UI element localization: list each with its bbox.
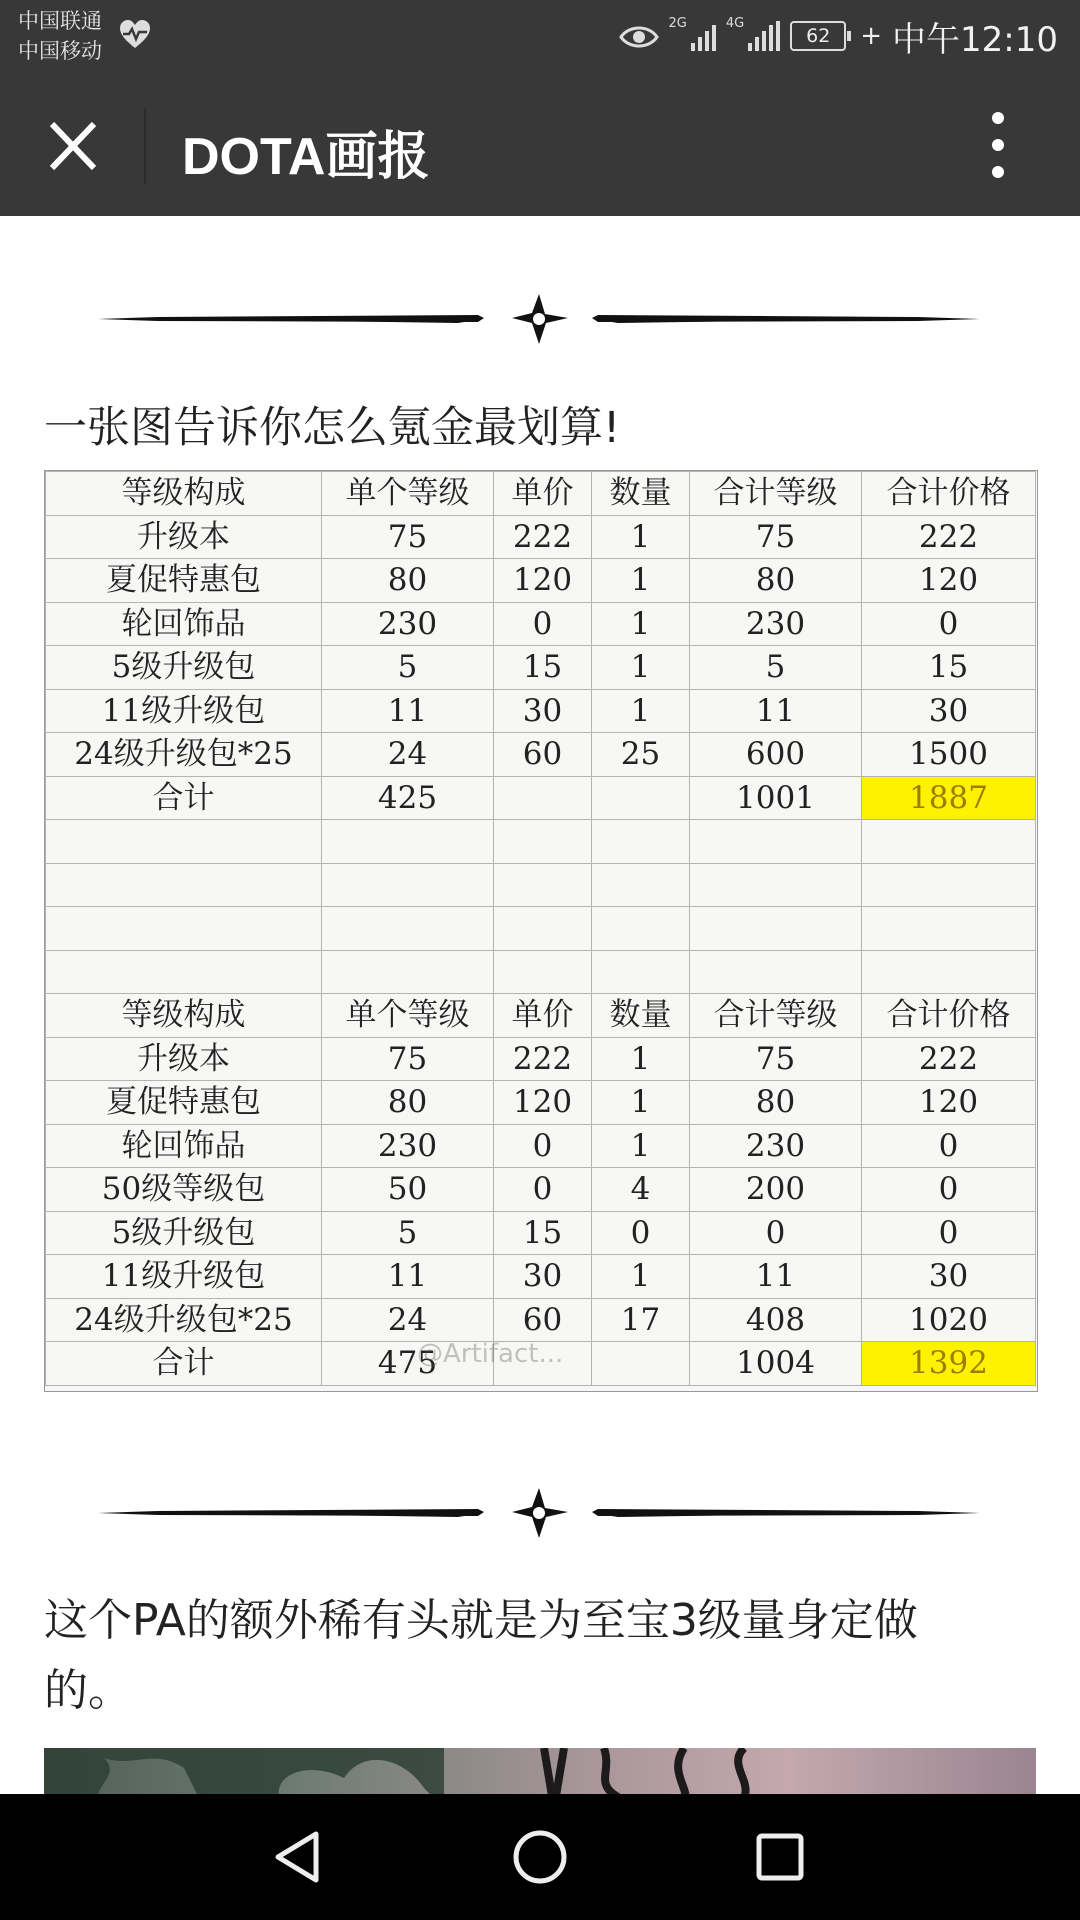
table-cell: 0 <box>494 1168 592 1212</box>
ornament-divider-bottom <box>98 1476 980 1546</box>
table-row <box>46 602 1036 646</box>
ornament-divider-top <box>98 282 980 352</box>
table-cell: 单价 <box>494 472 592 516</box>
table-cell: 4 <box>592 1168 690 1212</box>
table-cell: 1500 <box>862 733 1036 777</box>
table-cell: 30 <box>862 1255 1036 1299</box>
article-content[interactable] <box>0 216 1080 1794</box>
table-cell: 600 <box>690 733 862 777</box>
table-cell: 夏促特惠包 <box>46 1081 322 1125</box>
table-cell: 24级升级包*25 <box>46 733 322 777</box>
article-paragraph: 这个PA的额外稀有头就是为至宝3级量身定做的。 <box>44 1595 918 1716</box>
table-cell: 11级升级包 <box>46 689 322 733</box>
table-cell <box>690 950 862 994</box>
table-cell <box>592 950 690 994</box>
table-cell <box>862 863 1036 907</box>
table-row <box>46 1298 1036 1342</box>
table-cell: 1001 <box>690 776 862 820</box>
table-row <box>46 1081 1036 1125</box>
table-cell: 合计价格 <box>862 994 1036 1038</box>
table-header-row <box>46 472 1036 516</box>
table-cell: 11 <box>690 1255 862 1299</box>
table-cell <box>494 907 592 951</box>
table-cell: 80 <box>690 559 862 603</box>
table-cell: 11 <box>322 1255 494 1299</box>
table-cell: 合计 <box>46 1342 322 1386</box>
table-cell: 0 <box>690 1211 862 1255</box>
table-cell <box>322 907 494 951</box>
table-cell: 1 <box>592 515 690 559</box>
heart-rate-icon <box>118 18 152 52</box>
signal-2g-icon <box>691 21 716 51</box>
table-cell: 24 <box>322 733 494 777</box>
table-row <box>46 1211 1036 1255</box>
article-heading: 一张图告诉你怎么氪金最划算! <box>44 403 621 453</box>
carrier-1: 中国联通 <box>18 9 102 33</box>
table-cell <box>592 863 690 907</box>
table-cell: 75 <box>690 1037 862 1081</box>
table-cell <box>322 950 494 994</box>
table-cell: 5级升级包 <box>46 646 322 690</box>
battery-indicator: 62 <box>790 21 846 51</box>
table-empty-row <box>46 950 1036 994</box>
table-cell: 1 <box>592 1124 690 1168</box>
weibo-watermark: @Artifact... <box>417 1339 564 1369</box>
back-triangle-icon[interactable] <box>266 1824 336 1890</box>
table-cell: 等级构成 <box>46 994 322 1038</box>
table-cell <box>322 863 494 907</box>
table-cell: 1392 <box>862 1342 1036 1386</box>
table-cell: 24级升级包*25 <box>46 1298 322 1342</box>
table-cell: 1 <box>592 1255 690 1299</box>
table-cell: 222 <box>862 1037 1036 1081</box>
table-cell: 120 <box>862 559 1036 603</box>
charging-plus-icon: + <box>860 21 883 51</box>
table-cell: 120 <box>494 559 592 603</box>
table-cell: 数量 <box>592 994 690 1038</box>
table-cell: 轮回饰品 <box>46 602 322 646</box>
table-cell <box>494 776 592 820</box>
table-cell <box>46 907 322 951</box>
table-cell: 30 <box>494 1255 592 1299</box>
table-cell: 夏促特惠包 <box>46 559 322 603</box>
table-cell: 120 <box>494 1081 592 1125</box>
table-cell: 60 <box>494 1298 592 1342</box>
table-cell: 1 <box>592 1037 690 1081</box>
table-cell: 222 <box>494 515 592 559</box>
table-cell <box>690 863 862 907</box>
table-cell: 1 <box>592 602 690 646</box>
table-cell: 15 <box>494 1211 592 1255</box>
table-cell: 5 <box>322 1211 494 1255</box>
table-cell: 60 <box>494 733 592 777</box>
home-circle-icon[interactable] <box>505 1824 575 1890</box>
table-row <box>46 689 1036 733</box>
table-cell <box>46 863 322 907</box>
price-comparison-table <box>45 471 1036 1386</box>
table-cell: 1 <box>592 689 690 733</box>
carrier-names <box>18 6 102 66</box>
table-cell: 单个等级 <box>322 994 494 1038</box>
table-total-row <box>46 776 1036 820</box>
table-cell: 15 <box>862 646 1036 690</box>
table-cell: 合计价格 <box>862 472 1036 516</box>
table-row <box>46 1168 1036 1212</box>
price-table-image <box>44 470 1038 1392</box>
table-cell <box>862 820 1036 864</box>
table-row <box>46 1037 1036 1081</box>
table-cell: 230 <box>690 602 862 646</box>
close-icon[interactable] <box>38 116 108 176</box>
table-cell <box>862 950 1036 994</box>
table-cell: 75 <box>322 1037 494 1081</box>
table-cell: 75 <box>322 515 494 559</box>
table-cell: 11 <box>322 689 494 733</box>
page-title: DOTA画报 <box>182 128 430 186</box>
table-cell <box>494 820 592 864</box>
table-cell: 230 <box>322 602 494 646</box>
table-cell: 1 <box>592 1081 690 1125</box>
table-cell: 0 <box>494 602 592 646</box>
table-cell: 0 <box>862 602 1036 646</box>
network-4g-label: 4G <box>725 16 745 31</box>
table-cell: 75 <box>690 515 862 559</box>
table-empty-row <box>46 863 1036 907</box>
table-cell <box>592 907 690 951</box>
table-header-row <box>46 994 1036 1038</box>
table-cell: 50级等级包 <box>46 1168 322 1212</box>
table-cell: 30 <box>494 689 592 733</box>
table-cell: 5级升级包 <box>46 1211 322 1255</box>
table-cell: 475 <box>322 1342 494 1386</box>
table-row <box>46 1255 1036 1299</box>
table-cell: 升级本 <box>46 1037 322 1081</box>
table-cell: 80 <box>322 1081 494 1125</box>
table-cell <box>494 863 592 907</box>
table-cell: 80 <box>322 559 494 603</box>
table-cell: 222 <box>862 515 1036 559</box>
table-cell: 1020 <box>862 1298 1036 1342</box>
table-cell: 单价 <box>494 994 592 1038</box>
table-row <box>46 559 1036 603</box>
table-row <box>46 1124 1036 1168</box>
table-cell <box>690 907 862 951</box>
carrier-2: 中国移动 <box>18 39 102 63</box>
table-cell: 0 <box>592 1211 690 1255</box>
table-empty-row <box>46 907 1036 951</box>
table-row <box>46 515 1036 559</box>
status-icons <box>619 10 1059 62</box>
table-cell <box>592 1342 690 1386</box>
table-cell: 等级构成 <box>46 472 322 516</box>
hero-screenshot-image <box>44 1748 1036 1794</box>
table-cell: 17 <box>592 1298 690 1342</box>
table-cell: 25 <box>592 733 690 777</box>
table-cell: 24 <box>322 1298 494 1342</box>
table-cell <box>592 776 690 820</box>
table-cell: 50 <box>322 1168 494 1212</box>
table-cell: 合计等级 <box>690 994 862 1038</box>
table-cell <box>690 820 862 864</box>
table-row <box>46 733 1036 777</box>
table-cell: 单个等级 <box>322 472 494 516</box>
table-cell <box>592 820 690 864</box>
table-cell: 升级本 <box>46 515 322 559</box>
table-cell: 0 <box>862 1124 1036 1168</box>
table-cell: 425 <box>322 776 494 820</box>
table-cell: 1 <box>592 646 690 690</box>
table-cell: 数量 <box>592 472 690 516</box>
table-cell <box>494 950 592 994</box>
table-empty-row <box>46 820 1036 864</box>
table-cell: 0 <box>494 1124 592 1168</box>
table-cell: 0 <box>862 1168 1036 1212</box>
table-cell: 1004 <box>690 1342 862 1386</box>
table-cell: 0 <box>862 1211 1036 1255</box>
recents-square-icon[interactable] <box>745 1824 815 1890</box>
table-cell <box>46 950 322 994</box>
table-cell: 1 <box>592 559 690 603</box>
table-cell: 合计 <box>46 776 322 820</box>
table-cell: 80 <box>690 1081 862 1125</box>
table-cell <box>862 907 1036 951</box>
network-2g-label: 2G <box>668 16 687 31</box>
table-cell: 轮回饰品 <box>46 1124 322 1168</box>
eye-icon <box>619 21 659 51</box>
title-bar <box>0 74 1080 216</box>
table-cell: 30 <box>862 689 1036 733</box>
clock: 中午12:10 <box>892 19 1058 60</box>
more-vertical-icon[interactable] <box>970 112 1026 178</box>
title-divider <box>144 108 146 184</box>
table-cell: 1887 <box>862 776 1036 820</box>
table-cell: 11级升级包 <box>46 1255 322 1299</box>
table-cell: 200 <box>690 1168 862 1212</box>
signal-4g-icon <box>748 21 780 51</box>
table-cell: 5 <box>690 646 862 690</box>
table-cell: 15 <box>494 646 592 690</box>
table-cell: 合计等级 <box>690 472 862 516</box>
table-cell <box>322 820 494 864</box>
table-cell <box>46 820 322 864</box>
table-cell: 120 <box>862 1081 1036 1125</box>
table-row <box>46 646 1036 690</box>
table-cell: 222 <box>494 1037 592 1081</box>
table-cell: 408 <box>690 1298 862 1342</box>
table-cell: 11 <box>690 689 862 733</box>
status-bar <box>0 0 1080 74</box>
system-nav-bar <box>0 1794 1080 1920</box>
tree-silhouettes <box>44 1748 1036 1794</box>
table-cell: 230 <box>322 1124 494 1168</box>
table-cell: 230 <box>690 1124 862 1168</box>
table-cell: 5 <box>322 646 494 690</box>
